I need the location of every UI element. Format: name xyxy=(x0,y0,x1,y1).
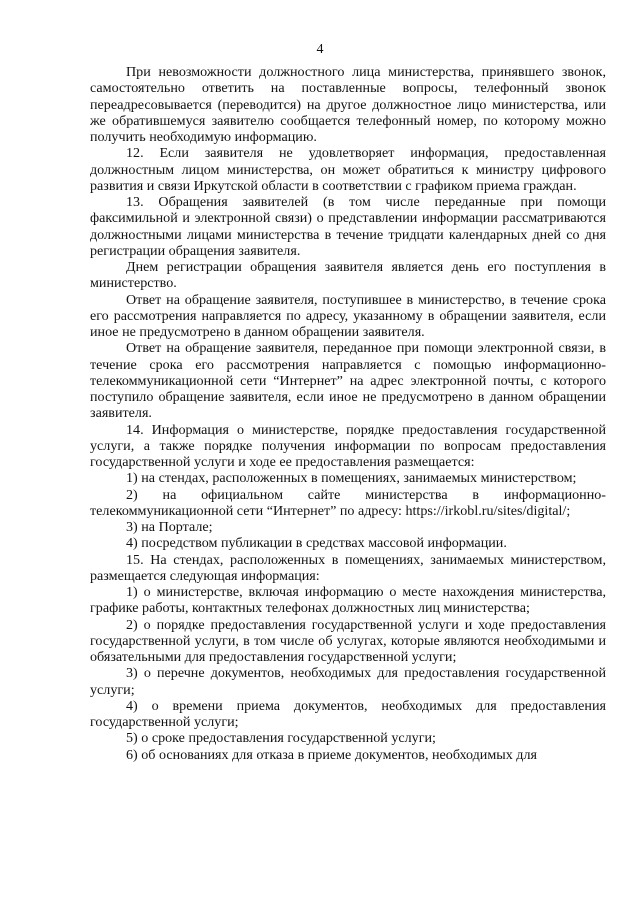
paragraph: 13. Обращения заявителей (в том числе переданные при помощи факсимильной и электронной связи) о представлении информации рассматриваются должностными лицами министерства в течение тридцати календарных дней со дня регистрации обращения заявителя. xyxy=(90,194,606,259)
page-number: 4 xyxy=(316,42,324,57)
paragraph: Ответ на обращение заявителя, переданное при помощи электронной связи, в течение срока его рассмотрения направляется с помощью информационно-телекоммуникационной сети “Интернет” на адрес электронной почты, с которого поступило обращение заявителя, если иное не предусмотрено в данном обращении заявителя. xyxy=(90,340,606,422)
paragraph: 14. Информация о министерстве, порядке предоставления государственной услуги, а также порядке получения информации по вопросам предоставления государственной услуги и ходе ее предоставления размещается: xyxy=(90,421,606,470)
paragraph: 15. На стендах, расположенных в помещениях, занимаемых министерством, размещается следующая информация: xyxy=(90,551,606,584)
list-item: 6) об основаниях для отказа в приеме документов, необходимых для xyxy=(126,746,537,763)
list-item: 4) о времени приема документов, необходимых для предоставления государственной услуги; xyxy=(90,697,606,730)
paragraph: Ответ на обращение заявителя, поступившее в министерство, в течение срока его рассмотрения направляется по адресу, указанному в обращении заявителя, если иное не предусмотрено в данном обращении заявителя. xyxy=(90,291,606,340)
list-item: 4) посредством публикации в средствах массовой информации. xyxy=(126,535,507,552)
list-item: 1) на стендах, расположенных в помещениях, занимаемых министерством; xyxy=(126,470,577,487)
list-item: 5) о сроке предоставления государственной услуги; xyxy=(126,730,436,747)
list-item: 2) о порядке предоставления государственной услуги и ходе предоставления государственной услуги, в том числе об услугах, которые являются необходимыми и обязательными для предоставления государственной услуги; xyxy=(90,616,606,665)
document-body xyxy=(90,64,606,763)
paragraph: При невозможности должностного лица министерства, принявшего звонок, самостоятельно ответить на поставленные вопросы, телефонный звонок переадресовывается (переводится) на другое должностное лицо министерства, или же обратившемуся заявителю сообщается телефонный номер, по которому можно получить необходимую информацию. xyxy=(90,64,606,145)
list-item: 2) на официальном сайте министерства в информационно-телекоммуникационной сети “Интернет” по адресу: https://irkobl.ru/sites/digital/; xyxy=(90,486,606,519)
paragraph: Днем регистрации обращения заявителя является день его поступления в министерство. xyxy=(90,259,606,292)
list-item: 1) о министерстве, включая информацию о месте нахождения министерства, графике работы, контактных телефонах должностных лиц министерства; xyxy=(90,584,606,617)
list-item: 3) о перечне документов, необходимых для предоставления государственной услуги; xyxy=(90,665,606,698)
paragraph: 12. Если заявителя не удовлетворяет информация, предоставленная должностным лицом министерства, он может обратиться к министру цифрового развития и связи Иркутской области в соответствии с графиком приема граждан. xyxy=(90,145,606,194)
list-item: 3) на Портале; xyxy=(126,519,213,535)
